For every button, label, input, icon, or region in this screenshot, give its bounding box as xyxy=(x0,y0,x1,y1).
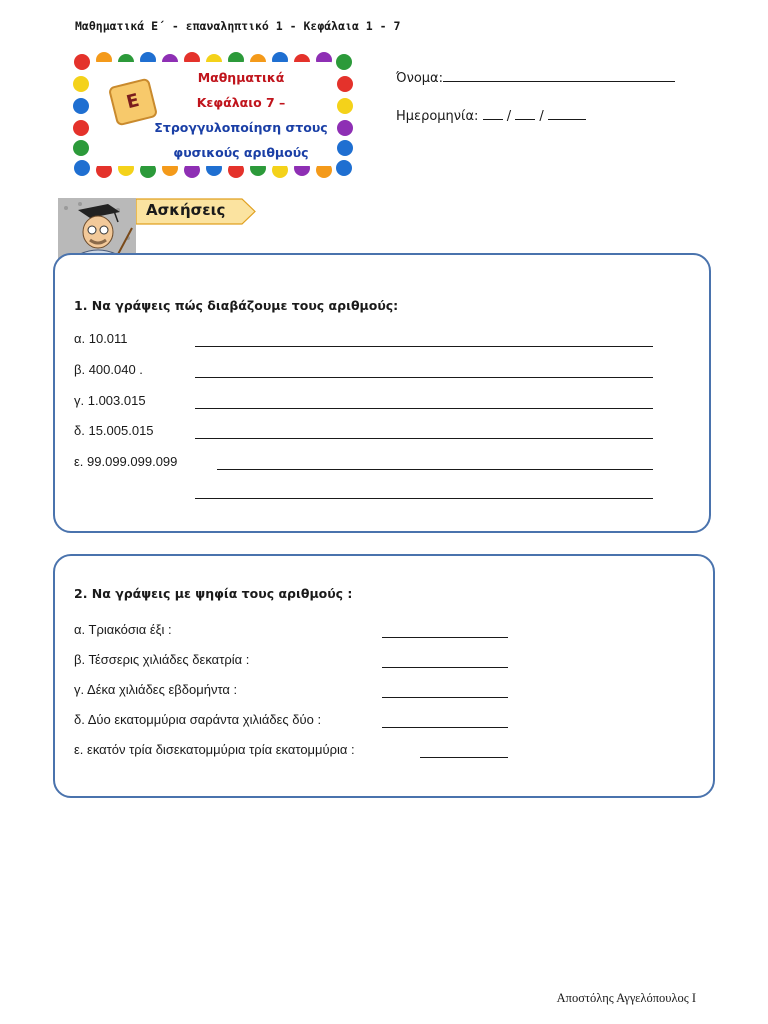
answer-line-2d[interactable] xyxy=(382,727,508,728)
banner-subtitle-line2: φυσικούς αριθμούς xyxy=(173,145,309,160)
date-separator: / xyxy=(539,109,544,124)
answer-line-2a[interactable] xyxy=(382,637,508,638)
exercise-1-item-e: ε. 99.099.099.099 xyxy=(74,454,178,469)
exercise-1-title: 1. Να γράψεις πώς διαβάζουμε τους αριθμούς: xyxy=(74,298,399,313)
answer-line-1c[interactable] xyxy=(195,408,653,409)
name-label: Όνομα: xyxy=(396,71,443,86)
answer-line-2c[interactable] xyxy=(382,697,508,698)
name-input-line[interactable] xyxy=(443,70,675,82)
grade-badge: Ε xyxy=(108,78,158,127)
answer-line-1d[interactable] xyxy=(195,438,653,439)
exercise-2-item-a: α. Τριακόσια έξι : xyxy=(74,622,172,637)
exercise-2-item-e: ε. εκατόν τρία δισεκατομμύρια τρία εκατομμύρια : xyxy=(74,742,355,757)
date-year-line[interactable] xyxy=(548,108,586,120)
exercise-2-box xyxy=(53,554,715,798)
banner-chapter: Κεφάλαιο 7 – xyxy=(196,95,286,110)
date-day-line[interactable] xyxy=(483,108,503,120)
answer-line-2b[interactable] xyxy=(382,667,508,668)
date-field-row xyxy=(396,108,586,124)
banner-panel xyxy=(90,62,336,166)
banner-title: Μαθηματικά xyxy=(197,70,285,85)
exercise-1-item-d: δ. 15.005.015 xyxy=(74,423,154,438)
answer-line-1b[interactable] xyxy=(195,377,653,378)
name-field-row xyxy=(396,70,675,86)
page-header: Μαθηματικά Ε΄ - επαναληπτικό 1 - Κεφάλαια 1 - 7 xyxy=(75,19,401,33)
answer-line-1a[interactable] xyxy=(195,346,653,347)
answer-line-1e[interactable] xyxy=(217,469,653,470)
exercises-tab-text xyxy=(136,198,256,225)
banner-subtitle-line1: Στρογγυλοποίηση στους xyxy=(154,120,328,135)
exercise-1-item-a: α. 10.011 xyxy=(74,331,128,346)
author-footer: Αποστόλης Αγγελόπουλος Ι xyxy=(556,991,696,1005)
answer-line-2e[interactable] xyxy=(420,757,508,758)
exercise-1-item-c: γ. 1.003.015 xyxy=(74,393,146,408)
chapter-banner xyxy=(72,52,354,178)
exercise-2-title: 2. Να γράψεις με ψηφία τους αριθμούς : xyxy=(74,586,353,601)
date-label: Ημερομηνία: xyxy=(396,109,479,124)
exercise-2-item-c: γ. Δέκα χιλιάδες εβδομήντα : xyxy=(74,682,238,697)
exercise-1-box xyxy=(53,253,711,533)
date-separator: / xyxy=(506,109,512,124)
exercise-1-item-b: β. 400.040 . xyxy=(74,362,143,377)
exercise-2-item-b: β. Τέσσερις χιλιάδες δεκατρία : xyxy=(74,652,250,667)
exercise-2-item-d: δ. Δύο εκατομμύρια σαράντα χιλιάδες δύο : xyxy=(74,712,322,727)
exercises-label: Ασκήσεις xyxy=(146,201,226,219)
date-month-line[interactable] xyxy=(515,108,535,120)
answer-line-1e-cont[interactable] xyxy=(195,498,653,499)
